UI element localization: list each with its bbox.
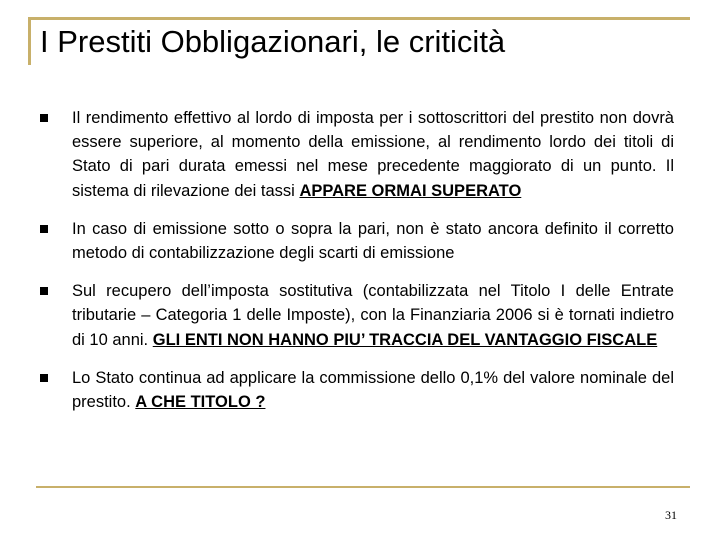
bullet-text: Sul recupero dell’imposta sostitutiva (contabilizzata nel Titolo I delle Entrate tributarie – Categoria 1 delle Imposte), con la Finanziaria 2006 si è tornati indietro di 10 anni. <box>72 282 674 349</box>
bullet-item <box>40 279 674 352</box>
square-bullet-icon <box>40 114 48 122</box>
bullet-text: Lo Stato continua ad applicare la commissione dello 0,1% del valore nominale del prestito. <box>72 368 674 412</box>
title-frame-top-line <box>28 17 690 20</box>
bullet-list <box>40 106 674 428</box>
slide-title: I Prestiti Obbligazionari, le criticità <box>40 24 506 59</box>
bullet-text: In caso di emissione sotto o sopra la pari, non è stato ancora definito il corretto metodo di contabilizzazione degli scarti di emissione <box>72 219 674 263</box>
bullet-emphasis: A CHE TITOLO ? <box>135 393 266 412</box>
bullet-item <box>40 217 674 265</box>
bullet-text: Il rendimento effettivo al lordo di imposta per i sottoscrittori del prestito non dovrà essere superiore, al momento della emissione, al rendimento lordo dei titoli di Stato di pari durata emessi nel mese precedente maggiorato di un punto. Il sistema di rilevazione dei tassi <box>72 109 674 200</box>
bullet-item <box>40 366 674 414</box>
bullet-item <box>40 106 674 203</box>
bullet-emphasis: GLI ENTI NON HANNO PIU’ TRACCIA DEL VANTAGGIO FISCALE <box>152 330 658 349</box>
square-bullet-icon <box>40 374 48 382</box>
square-bullet-icon <box>40 225 48 233</box>
page-number: 31 <box>665 508 677 522</box>
square-bullet-icon <box>40 287 48 295</box>
title-frame-left-line <box>28 17 31 65</box>
footer-divider <box>36 486 690 488</box>
bullet-emphasis: APPARE ORMAI SUPERATO <box>299 181 522 200</box>
